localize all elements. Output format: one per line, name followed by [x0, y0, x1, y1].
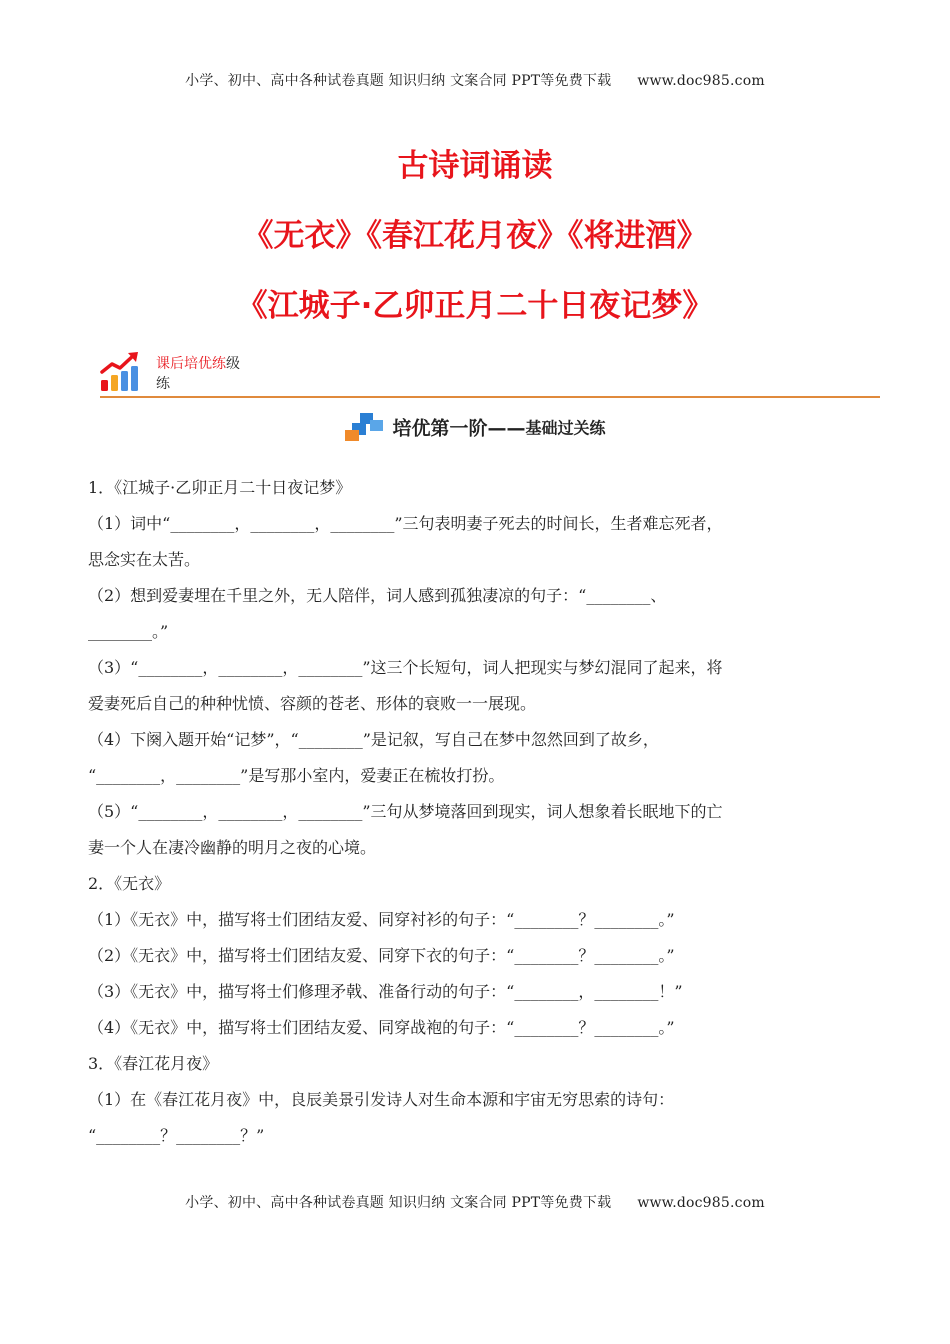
item-line: （2）想到爱妻埋在千里之外，无人陪伴，词人感到孤独凄凉的句子：“________、: [88, 586, 667, 605]
list-item: [88, 1090, 868, 1146]
item-line: 妻一个人在凄冷幽静的明月之夜的心境。: [88, 838, 377, 857]
title-line-1: 古诗词诵读: [397, 148, 553, 184]
item-line: ________。”: [88, 622, 169, 641]
title-line-3: 《江城子·乙卯正月二十日夜记梦》: [236, 288, 714, 324]
section-sub-title: 基础过关练: [525, 418, 606, 438]
item-line: “________，________”是写那小室内，爱妻正在梳妆打扮。: [88, 766, 505, 785]
badge-black-text-1: 级: [226, 356, 240, 372]
question-title: 1．《江城子·乙卯正月二十日夜记梦》: [88, 478, 352, 497]
item-line: （4）下阕入题开始“记梦”，“________”是记叙，写自己在梦中忽然回到了故乡，: [88, 730, 659, 749]
badge-black-text-2: 练: [156, 376, 170, 392]
list-item: [88, 730, 868, 786]
item-line: （3）“________，________，________”这三个长短句，词人把现实与梦幻混同了起来，将: [88, 658, 723, 677]
list-item: [88, 586, 868, 642]
item-line: （1）词中“________，________，________”三句表明妻子死去的时间长，生者难忘死者，: [88, 514, 723, 533]
question-content: [88, 478, 868, 1162]
item-line: （3）《无衣》中，描写将士们修理矛戟、准备行动的句子：“________，________！”: [88, 982, 683, 1001]
list-item: [88, 910, 868, 930]
item-line: 思念实在太苦。: [88, 550, 201, 569]
footer-text: 小学、初中、高中各种试卷真题 知识归纳 文案合同 PPT等免费下载: [185, 1195, 612, 1211]
blocks-icon: [344, 412, 384, 442]
item-line: （5）“________，________，________”三句从梦境落回到现实，词人想象着长眠地下的亡: [88, 802, 723, 821]
title-line-2: 《无衣》《春江花月夜》《将进酒》: [242, 218, 708, 254]
item-line: “________？________？”: [88, 1126, 265, 1145]
item-line: （1）在《春江花月夜》中，良辰美景引发诗人对生命本源和宇宙无穷思索的诗句：: [88, 1090, 675, 1109]
section-main-title: 培优第一阶——: [392, 417, 526, 440]
growth-chart-icon: [100, 350, 144, 394]
section-heading: [0, 412, 950, 442]
item-line: （2）《无衣》中，描写将士们团结友爱、同穿下衣的句子：“________？________。”: [88, 946, 675, 965]
question-title: 3．《春江花月夜》: [88, 1054, 219, 1073]
item-line: （1）《无衣》中，描写将士们团结友爱、同穿衬衫的句子：“________？________。”: [88, 910, 675, 929]
list-item: [88, 1018, 868, 1038]
list-item: [88, 982, 868, 1002]
list-item: [88, 802, 868, 858]
page-footer: [0, 1192, 950, 1212]
badge-red-text: 课后培优练: [156, 356, 226, 372]
question-title: 2．《无衣》: [88, 874, 171, 893]
page-header: [0, 70, 950, 90]
list-item: [88, 946, 868, 966]
header-url[interactable]: www.doc985.com: [637, 73, 765, 89]
header-text: 小学、初中、高中各种试卷真题 知识归纳 文案合同 PPT等免费下载: [185, 73, 612, 89]
practice-badge: [100, 350, 880, 400]
footer-url[interactable]: www.doc985.com: [637, 1195, 765, 1211]
document-title: [0, 148, 950, 358]
item-line: 爱妻死后自己的种种忧愤、容颜的苍老、形体的衰败一一展现。: [88, 694, 537, 713]
list-item: [88, 658, 868, 714]
section-divider: [100, 396, 880, 398]
item-line: （4）《无衣》中，描写将士们团结友爱、同穿战袍的句子：“________？________。”: [88, 1018, 675, 1037]
badge-label: [156, 354, 266, 394]
list-item: [88, 514, 868, 570]
